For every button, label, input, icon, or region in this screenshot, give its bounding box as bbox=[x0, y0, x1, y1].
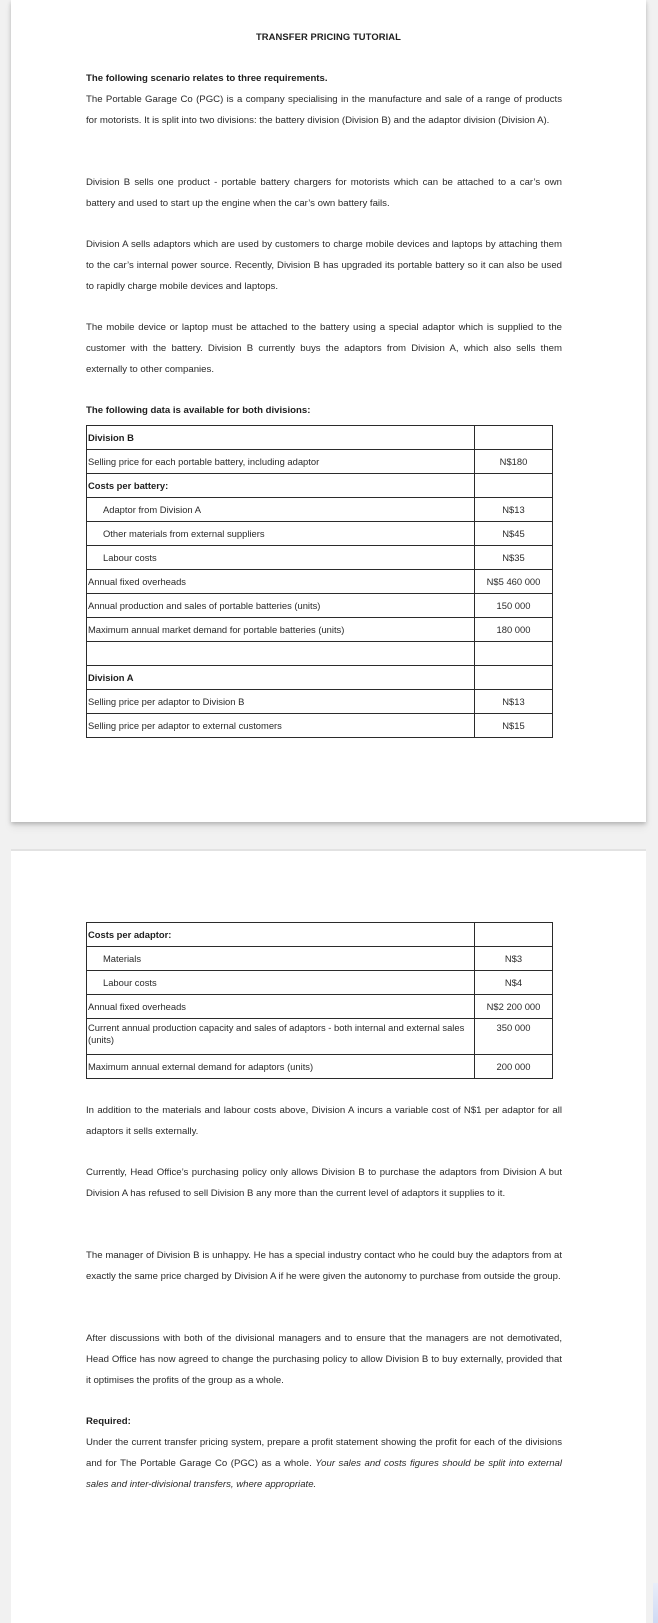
division-b-header: Division B bbox=[87, 426, 475, 450]
table-heading: The following data is available for both divisions: bbox=[86, 405, 311, 416]
row-value: N$180 bbox=[475, 450, 553, 474]
required-text bbox=[86, 1432, 562, 1495]
table-row bbox=[87, 570, 553, 594]
row-value: N$15 bbox=[475, 714, 553, 738]
row-value: 350 000 bbox=[475, 1019, 553, 1055]
table-heading-section bbox=[86, 400, 562, 421]
table-row bbox=[87, 474, 553, 498]
row-value: N$35 bbox=[475, 546, 553, 570]
required-text-main: Under the current transfer pricing system, prepare a profit statement showing the profit for each of the divisions and for The Portable Garage Co (PGC) as a whole. bbox=[86, 1437, 562, 1469]
row-label: Materials bbox=[87, 947, 475, 971]
table-row bbox=[87, 690, 553, 714]
table-row bbox=[87, 618, 553, 642]
row-label: Annual production and sales of portable batteries (units) bbox=[87, 594, 475, 618]
row-label: Maximum annual external demand for adaptors (units) bbox=[87, 1055, 475, 1079]
paragraph-manager-section bbox=[86, 1245, 562, 1287]
row-value: N$5 460 000 bbox=[475, 570, 553, 594]
paragraph-variable-cost: In addition to the materials and labour costs above, Division A incurs a variable cost of N$1 per adaptor for all adaptors it sells externally. bbox=[86, 1105, 562, 1137]
division-a-header: Division A bbox=[87, 666, 475, 690]
paragraph-division-a: Division A sells adaptors which are used by customers to charge mobile devices and laptops by attaching them to the car’s internal power source. Recently, Division B has upgraded its portable battery so it can also be used to rapidly charge mobile devices and laptops. bbox=[86, 239, 562, 292]
paragraph-head-office: After discussions with both of the divisional managers and to ensure that the managers are not demotivated, Head Office has now agreed to change the purchasing policy to allow Division B to buy externally, provided that it optimises the profits of the group as a whole. bbox=[86, 1333, 562, 1386]
row-value: N$4 bbox=[475, 971, 553, 995]
costs-per-adaptor-header: Costs per adaptor: bbox=[87, 923, 475, 947]
table-row bbox=[87, 1019, 553, 1055]
paragraph-manager: The manager of Division B is unhappy. He has a special industry contact who he could buy the adaptors from at exactly the same price charged by Division A if he were given the autonomy to purchase from outside the group. bbox=[86, 1250, 562, 1282]
required-heading: Required: bbox=[86, 1416, 131, 1427]
row-label: Maximum annual market demand for portable batteries (units) bbox=[87, 618, 475, 642]
empty-cell bbox=[475, 666, 553, 690]
row-value: 150 000 bbox=[475, 594, 553, 618]
table-row bbox=[87, 995, 553, 1019]
row-value: N$13 bbox=[475, 498, 553, 522]
paragraph-division-a-section bbox=[86, 234, 562, 297]
row-label: Selling price per adaptor to Division B bbox=[87, 690, 475, 714]
paragraph-adaptor-section bbox=[86, 317, 562, 380]
paragraph-company: The Portable Garage Co (PGC) is a company specialising in the manufacture and sale of a range of products for motorists. It is split into two divisions: the battery division (Division B) and the adaptor division (Division A). bbox=[86, 94, 562, 126]
table-row bbox=[87, 522, 553, 546]
empty-cell bbox=[475, 426, 553, 450]
table-row bbox=[87, 450, 553, 474]
scroll-indicator[interactable] bbox=[653, 1583, 658, 1623]
empty-cell bbox=[475, 642, 553, 666]
page-1 bbox=[11, 0, 646, 822]
table-row bbox=[87, 923, 553, 947]
data-table-1-wrap bbox=[86, 425, 562, 738]
row-label: Adaptor from Division A bbox=[87, 498, 475, 522]
row-value: 180 000 bbox=[475, 618, 553, 642]
empty-cell bbox=[87, 642, 475, 666]
required-text-italic: Your sales and costs figures should be split into external sales and inter-divisional transfers, where appropriate. bbox=[86, 1458, 563, 1490]
row-label: Selling price for each portable battery, including adaptor bbox=[87, 450, 475, 474]
row-value: N$3 bbox=[475, 947, 553, 971]
table-row bbox=[87, 546, 553, 570]
paragraph-variable-cost-section bbox=[86, 1100, 562, 1142]
paragraph-policy-section bbox=[86, 1162, 562, 1204]
row-value: N$13 bbox=[475, 690, 553, 714]
document-title: TRANSFER PRICING TUTORIAL bbox=[255, 31, 402, 42]
row-label: Annual fixed overheads bbox=[87, 570, 475, 594]
row-value: N$2 200 000 bbox=[475, 995, 553, 1019]
row-label: Other materials from external suppliers bbox=[87, 522, 475, 546]
row-value: 200 000 bbox=[475, 1055, 553, 1079]
paragraph-division-b: Division B sells one product - portable battery chargers for motorists which can be attached to a car’s own battery and used to start up the engine when the car’s own battery fails. bbox=[86, 177, 562, 209]
row-label: Annual fixed overheads bbox=[87, 995, 475, 1019]
table-row bbox=[87, 426, 553, 450]
row-label: Labour costs bbox=[87, 546, 475, 570]
row-value: N$45 bbox=[475, 522, 553, 546]
empty-cell bbox=[475, 923, 553, 947]
data-table-division-b-a bbox=[86, 425, 553, 738]
data-table-division-a-costs bbox=[86, 922, 553, 1079]
required-section bbox=[86, 1411, 562, 1495]
table-row bbox=[87, 498, 553, 522]
empty-cell bbox=[475, 474, 553, 498]
paragraph-division-b-section bbox=[86, 172, 562, 214]
table-row bbox=[87, 714, 553, 738]
table-row bbox=[87, 594, 553, 618]
table-row bbox=[87, 666, 553, 690]
table-row bbox=[87, 971, 553, 995]
intro-heading: The following scenario relates to three requirements. bbox=[86, 73, 328, 84]
row-label: Current annual production capacity and sales of adaptors - both internal and external sales (units) bbox=[87, 1019, 475, 1055]
table-row-empty bbox=[87, 642, 553, 666]
row-label: Labour costs bbox=[87, 971, 475, 995]
paragraph-policy: Currently, Head Office’s purchasing policy only allows Division B to purchase the adaptors from Division A but Division A has refused to sell Division B any more than the current level of adaptors it supplies to it. bbox=[86, 1167, 562, 1199]
costs-per-battery-header: Costs per battery: bbox=[87, 474, 475, 498]
table-row bbox=[87, 947, 553, 971]
intro-section bbox=[86, 68, 562, 131]
table-row bbox=[87, 1055, 553, 1079]
paragraph-adaptor: The mobile device or laptop must be attached to the battery using a special adaptor which is supplied to the customer with the battery. Division B currently buys the adaptors from Division A, which also sells them externally to other companies. bbox=[86, 322, 562, 375]
paragraph-head-office-section bbox=[86, 1328, 562, 1391]
data-table-2-wrap bbox=[86, 922, 562, 1079]
row-label: Selling price per adaptor to external customers bbox=[87, 714, 475, 738]
page-2 bbox=[11, 849, 646, 1623]
